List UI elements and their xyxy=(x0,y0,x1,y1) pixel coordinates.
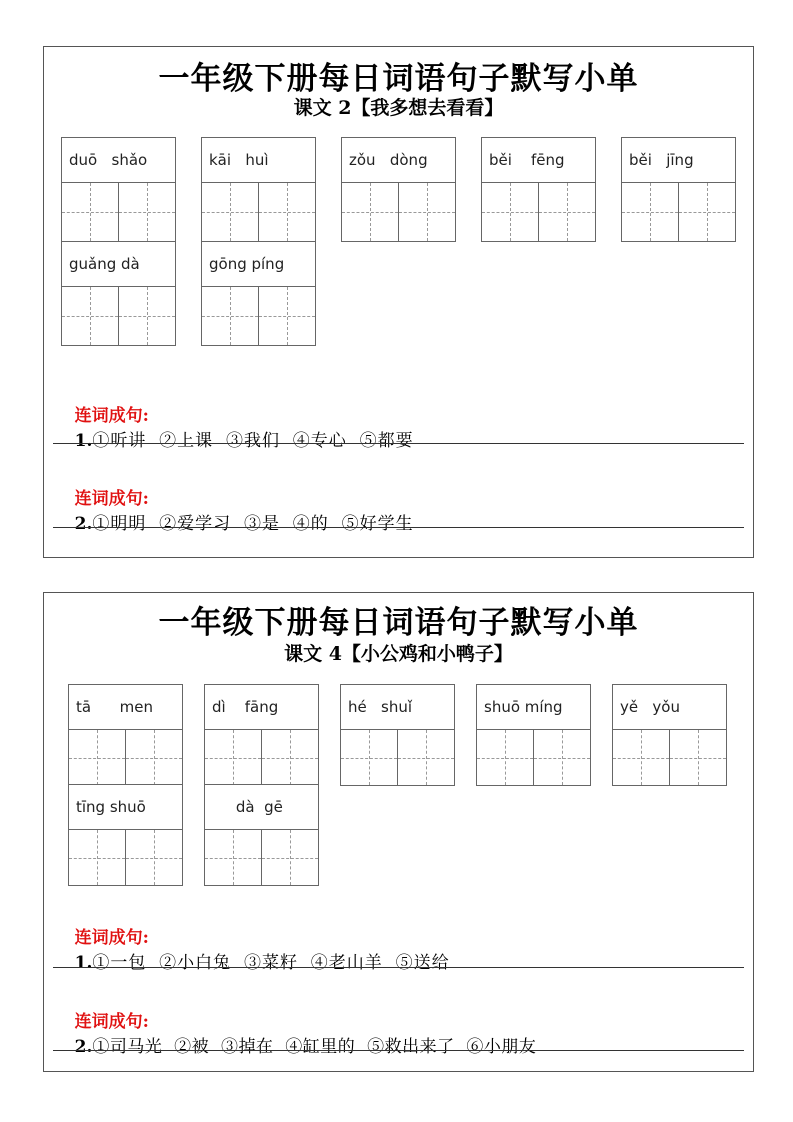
task-words: ①一包 ②小白兔 ③菜籽 ④老山羊 ⑤送给 xyxy=(92,953,450,973)
task-words: ①司马光 ②被 ③掉在 ④缸里的 ⑤救出来了 ⑥小朋友 xyxy=(92,1037,537,1057)
answer-line[interactable] xyxy=(53,527,744,528)
word-box xyxy=(204,684,319,786)
word-box xyxy=(204,784,319,886)
sentence-task xyxy=(53,987,536,1077)
word-box xyxy=(340,684,455,786)
pinyin-label: guǎng dà xyxy=(62,242,175,287)
task-label: 连词成句: xyxy=(74,928,149,948)
pinyin-label: dì fāng xyxy=(205,685,318,730)
pinyin-label: yě yǒu xyxy=(613,685,726,730)
writing-grid[interactable] xyxy=(342,183,455,241)
writing-grid[interactable] xyxy=(202,287,315,345)
worksheet-title: 一年级下册每日词语句子默写小单 xyxy=(158,61,639,97)
worksheet-1 xyxy=(43,46,754,558)
pinyin-label: gōng píng xyxy=(202,242,315,287)
word-box xyxy=(68,784,183,886)
task-number: 2. xyxy=(74,1037,93,1057)
word-box xyxy=(201,137,316,242)
pinyin-label: tīng shuō xyxy=(69,785,182,830)
task-label: 连词成句: xyxy=(74,489,149,509)
word-box xyxy=(61,137,176,242)
word-box xyxy=(476,684,591,786)
word-box xyxy=(621,137,736,242)
sentence-task xyxy=(53,903,450,993)
pinyin-label: shuō míng xyxy=(477,685,590,730)
task-number: 1. xyxy=(74,431,93,451)
pinyin-label: dà gē xyxy=(205,785,318,830)
writing-grid[interactable] xyxy=(62,183,175,241)
pinyin-label: kāi huì xyxy=(202,138,315,183)
task-number: 2. xyxy=(74,514,93,534)
lesson-subtitle: 课文 2【我多想去看看】 xyxy=(293,97,504,119)
pinyin-label: běi fēng xyxy=(482,138,595,183)
writing-grid[interactable] xyxy=(613,730,726,785)
word-box xyxy=(68,684,183,786)
writing-grid[interactable] xyxy=(205,730,318,785)
worksheet-2 xyxy=(43,592,754,1072)
writing-grid[interactable] xyxy=(62,287,175,345)
writing-grid[interactable] xyxy=(622,183,735,241)
pinyin-label: zǒu dòng xyxy=(342,138,455,183)
pinyin-label: duō shǎo xyxy=(62,138,175,183)
word-box xyxy=(61,241,176,346)
writing-grid[interactable] xyxy=(202,183,315,241)
word-box xyxy=(481,137,596,242)
task-words: ①听讲 ②上课 ③我们 ④专心 ⑤都要 xyxy=(92,431,414,451)
writing-grid[interactable] xyxy=(205,830,318,885)
task-label: 连词成句: xyxy=(74,406,149,426)
answer-line[interactable] xyxy=(53,1050,744,1051)
answer-line[interactable] xyxy=(53,967,744,968)
word-box xyxy=(612,684,727,786)
lesson-subtitle: 课文 4【小公鸡和小鸭子】 xyxy=(284,643,513,665)
writing-grid[interactable] xyxy=(482,183,595,241)
task-words: ①明明 ②爱学习 ③是 ④的 ⑤好学生 xyxy=(92,514,414,534)
pinyin-label: běi jīng xyxy=(622,138,735,183)
task-label: 连词成句: xyxy=(74,1012,149,1032)
sentence-task xyxy=(53,464,414,554)
task-number: 1. xyxy=(74,953,93,973)
writing-grid[interactable] xyxy=(69,830,182,885)
writing-grid[interactable] xyxy=(341,730,454,785)
writing-grid[interactable] xyxy=(477,730,590,785)
word-box xyxy=(341,137,456,242)
pinyin-label: hé shuǐ xyxy=(341,685,454,730)
pinyin-label: tā men xyxy=(69,685,182,730)
worksheet-title: 一年级下册每日词语句子默写小单 xyxy=(158,605,639,641)
sentence-task xyxy=(53,381,414,471)
word-box xyxy=(201,241,316,346)
writing-grid[interactable] xyxy=(69,730,182,785)
answer-line[interactable] xyxy=(53,443,744,444)
